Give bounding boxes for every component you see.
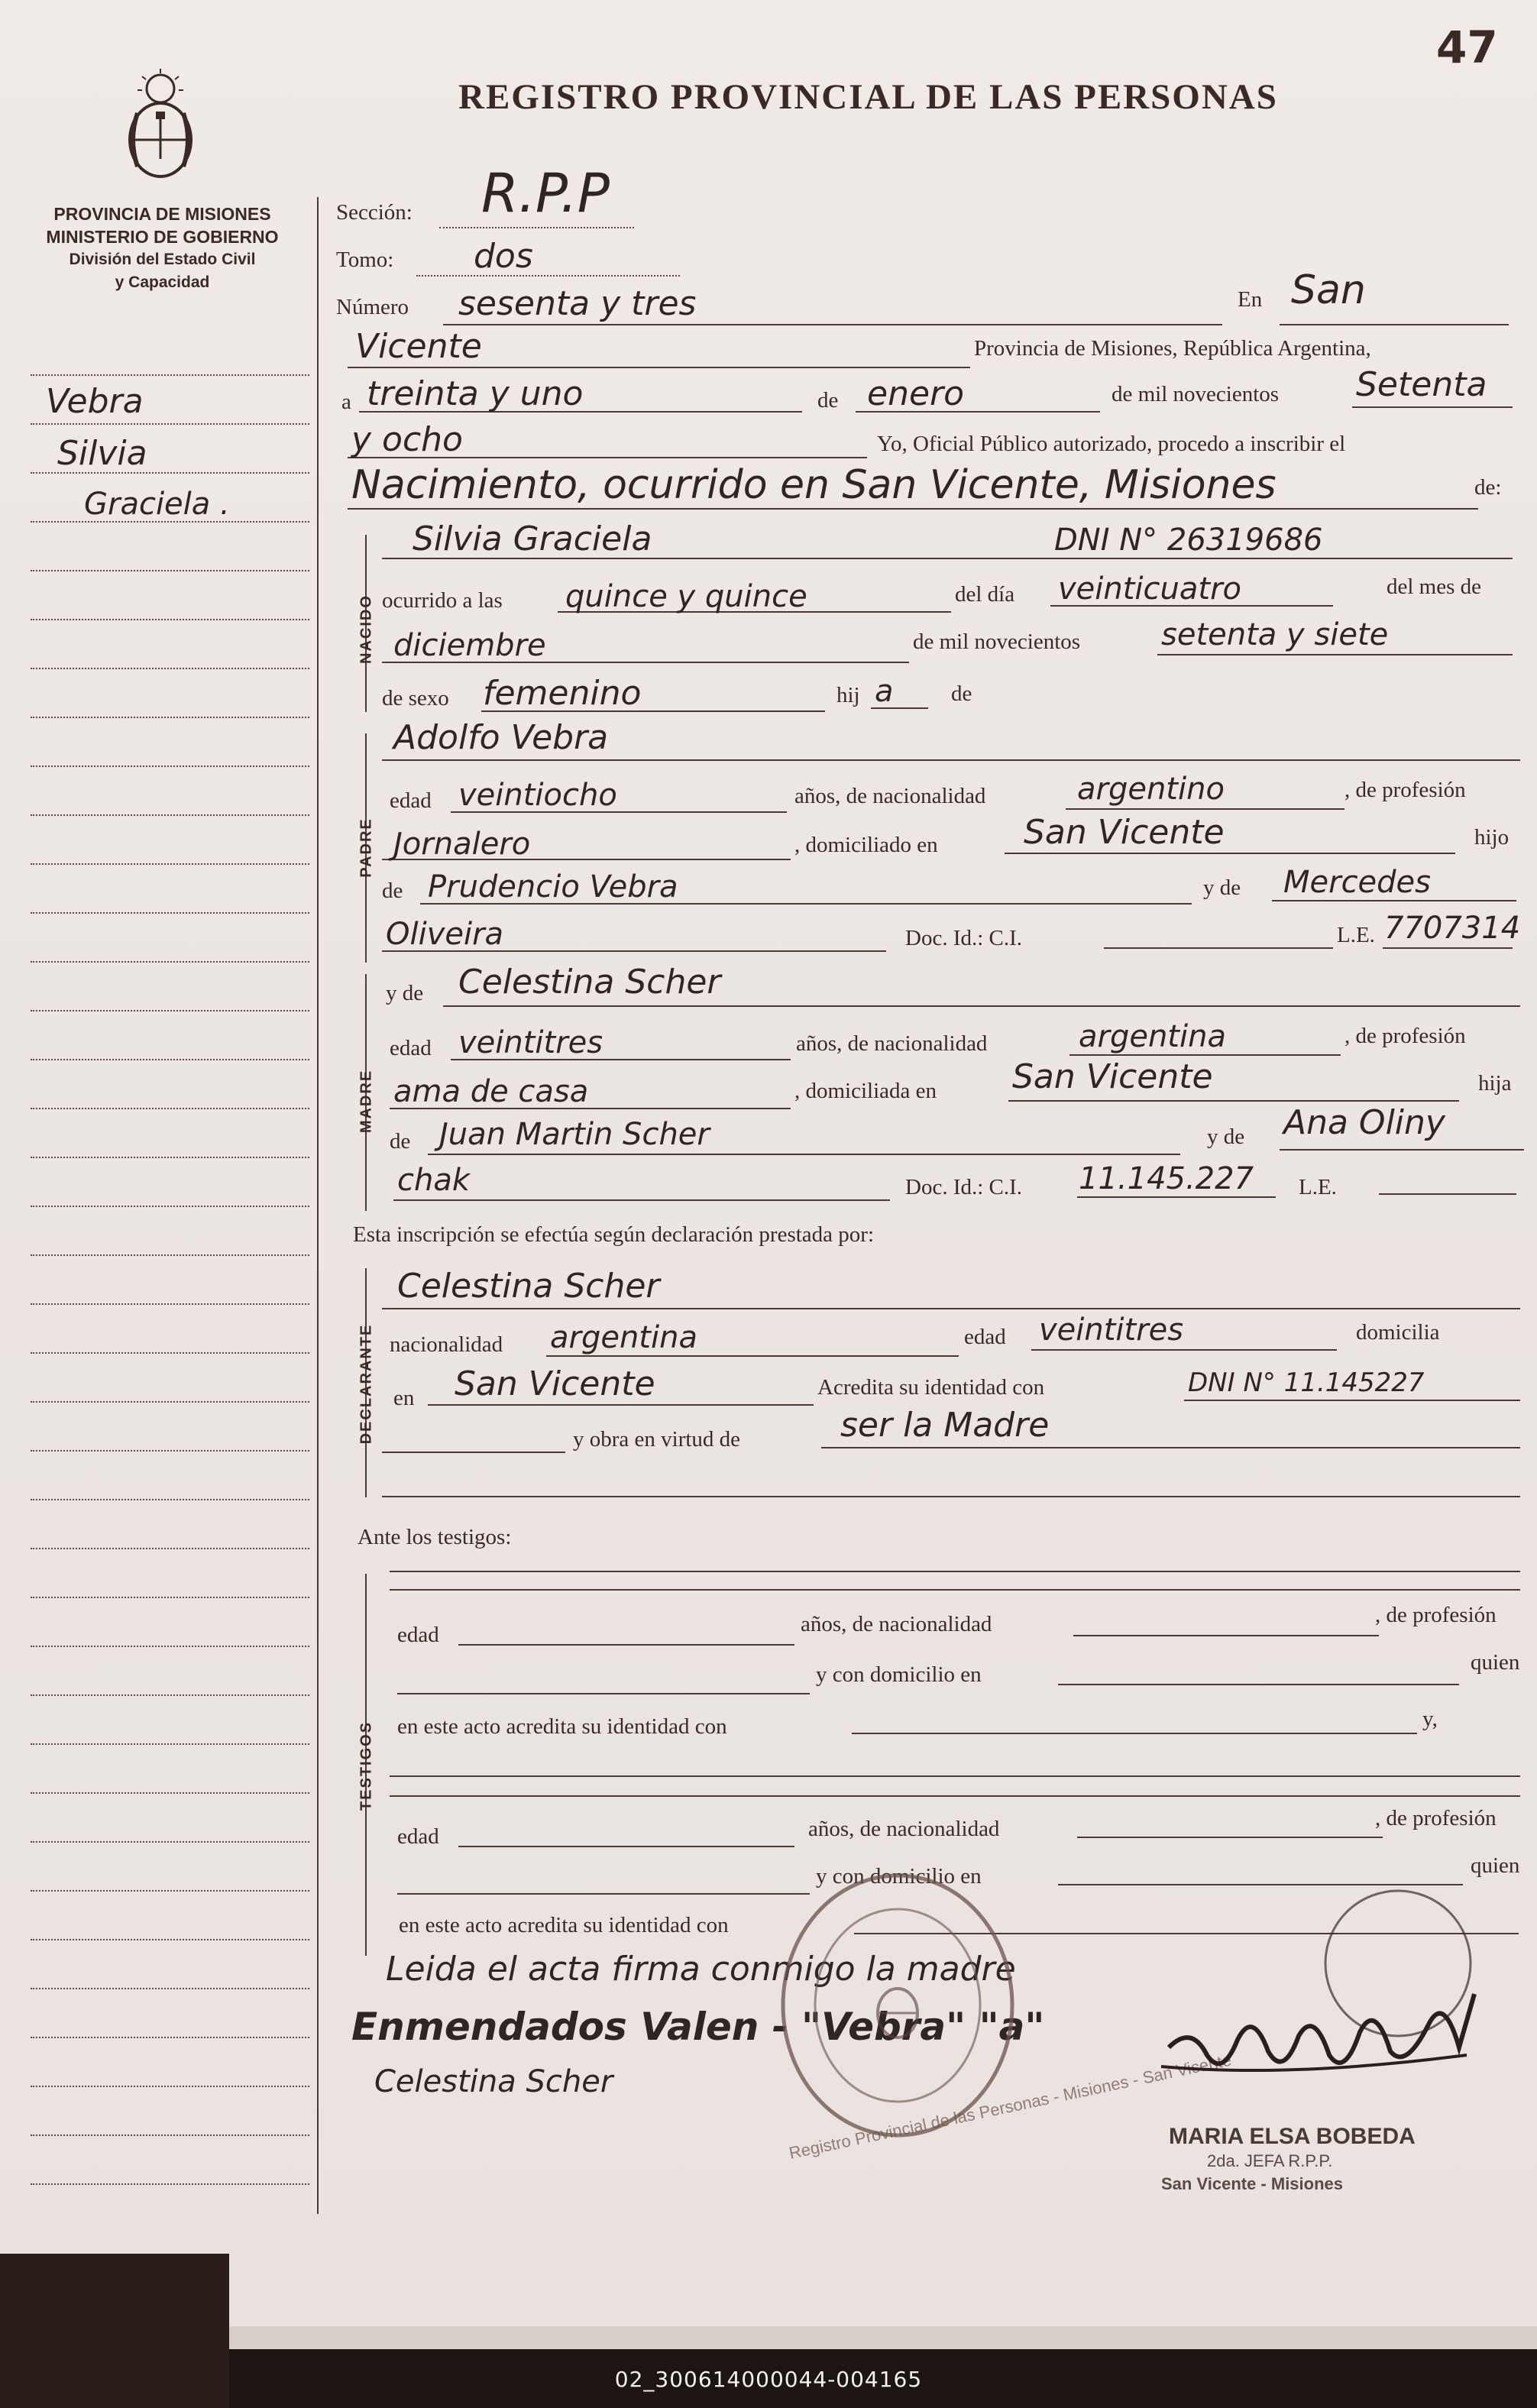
sexo-value: femenino [483,674,642,713]
del-dia-label: del día [955,582,1015,607]
province-line: PROVINCIA DE MISIONES [53,204,271,224]
margin-rule-line [31,912,309,914]
acto-value: Nacimiento, ocurrido en San Vicente, Misiones [351,462,1277,508]
testigo2-edad-label: edad [397,1824,439,1849]
margin-rule-line [31,765,309,767]
testigo1-profesion-label: , de profesión [1375,1603,1497,1627]
madre-edad-value: veintitres [458,1025,603,1060]
testigo1-quien-label: quien [1471,1650,1520,1675]
mil-label: de mil novecientos [1111,382,1280,406]
tomo-label: Tomo: [336,248,394,272]
abuela-materna-apellido: chak [397,1163,471,1198]
padre-doc-label: Doc. Id.: C.I. [905,926,1023,950]
page-edge [229,2326,1537,2349]
margin-rule [317,197,319,2214]
margin-rule-line [31,619,309,620]
mes-value: enero [867,374,965,413]
margin-rule-line [31,1401,309,1403]
madre-anios-label: años, de nacionalidad [796,1031,988,1056]
madre-nombre: Celestina Scher [458,963,721,1002]
testigo1-edad-label: edad [397,1623,439,1647]
margin-second-name: Graciela . [84,487,230,522]
seccion-value: R.P.P [481,162,610,225]
provincia-text: Provincia de Misiones, República Argentina, [974,336,1371,361]
del-mes-label: del mes de [1387,574,1482,599]
margin-rule-line [31,961,309,963]
testigo2-acredita-label: en este acto acredita su identidad con [399,1913,729,1937]
padre-y-de-label: y de [1203,875,1241,900]
padre-section-label: PADRE [358,817,375,878]
mes-nacimiento-value: diciembre [393,628,546,663]
margin-rule-line [31,1548,309,1549]
margin-rule-line [31,863,309,865]
padre-domicilio-value: San Vicente [1024,813,1225,852]
anio-value-2: y ocho [351,420,463,459]
testigos-intro: Ante los testigos: [358,1525,512,1549]
lugar-value: Vicente [355,327,482,366]
margin-rule-line [31,2135,309,2136]
padre-anios-label: años, de nacionalidad [794,784,986,808]
margin-rule-line [31,814,309,816]
ministry-line: MINISTERIO DE GOBIERNO [46,227,279,247]
madre-edad-label: edad [390,1036,432,1060]
margin-rule-line [31,1450,309,1452]
declarante-documento-value: DNI N° 11.145227 [1188,1367,1425,1398]
margin-rule-line [31,1792,309,1794]
declarante-en-label: en [393,1386,415,1410]
leida-note: Leida el acta firma conmigo la madre [386,1950,1016,1989]
padre-domiciliado-label: , domiciliado en [794,833,938,857]
margin-rule-line [31,1499,309,1500]
madre-section-label: MADRE [358,1069,375,1134]
official-name: MARIA ELSA BOBEDA [1169,2124,1416,2149]
margin-rule-line [31,1597,309,1598]
tomo-value: dos [474,237,533,276]
yo-text: Yo, Oficial Público autorizado, procedo a inscribir el [877,432,1346,456]
dia-value: treinta y uno [367,374,584,413]
padre-de-label: de [382,879,403,903]
abuela-paterna: Mercedes [1283,865,1432,900]
declarante-domicilia-label: domicilia [1356,1320,1440,1345]
padre-nombre: Adolfo Vebra [393,718,609,757]
margin-rule-line [31,1646,309,1647]
numero-value: sesenta y tres [458,284,697,323]
testigo2-quien-label: quien [1471,1853,1520,1878]
padre-le-label: L.E. [1337,923,1375,947]
padre-edad-label: edad [390,788,432,813]
abuelo-materno: Juan Martin Scher [439,1117,710,1152]
declarante-section-label: DECLARANTE [358,1323,375,1445]
image-caption: 02_300614000044-004165 [614,2367,923,2392]
nacido-nombre: Silvia Graciela [413,519,652,558]
hij-de-label: de [951,681,972,706]
madre-profesion-label: , de profesión [1344,1024,1466,1048]
testigo2-domicilio-label: y con domicilio en [816,1864,982,1889]
padre-profesion-label: , de profesión [1344,778,1466,802]
testigo2-profesion-label: , de profesión [1375,1806,1497,1830]
margin-rule-line [31,1694,309,1696]
capacity-line: y Capacidad [115,273,210,291]
margin-rule-line [31,570,309,571]
page-number: 47 [1436,21,1498,73]
a-label: a [341,390,351,414]
sexo-label: de sexo [382,686,449,710]
enmendados-note: Enmendados Valen - "Vebra" "a" [351,2005,1045,2049]
anio-value-1: Setenta [1356,365,1487,404]
anio-nacimiento-value: setenta y siete [1161,617,1389,652]
madre-de-label: de [390,1129,411,1154]
madre-y-de2-label: y de [1207,1125,1245,1149]
abuela-paterna-apellido: Oliveira [386,917,504,952]
official-title: 2da. JEFA R.P.P. [1207,2151,1333,2170]
abuelo-paterno: Prudencio Vebra [428,869,678,905]
stamp-text: Registro Provincial de las Personas - Misiones - San Vicente [787,2050,1234,2163]
hij-suffix-value: a [875,674,894,709]
province-header [15,202,309,294]
declarante-domicilio-value: San Vicente [455,1364,655,1403]
margin-rule-line [31,1157,309,1158]
testigo1-anios-label: años, de nacionalidad [801,1612,992,1636]
abuela-materna: Ana Oliny [1283,1103,1445,1142]
margin-rule-line [31,374,309,376]
declaracion-intro: Esta inscripción se efectúa según declaración prestada por: [353,1222,875,1247]
nacido-dni: DNI N° 26319686 [1054,523,1323,558]
padre-nacionalidad-value: argentino [1077,772,1225,807]
margin-rule-line [31,1939,309,1940]
nacido-section-label: NACIDO [358,594,375,664]
margin-rule-line [31,717,309,718]
official-place: San Vicente - Misiones [1161,2174,1344,2193]
padre-edad-value: veintiocho [458,778,617,813]
en-value: San [1291,267,1366,313]
testigo1-domicilio-label: y con domicilio en [816,1662,982,1687]
declarante-edad-label: edad [964,1325,1006,1349]
declarante-edad-value: veintitres [1039,1312,1184,1348]
dia-nacimiento-value: veinticuatro [1058,571,1241,607]
margin-rule-line [31,1988,309,1989]
margin-rule-line [31,668,309,669]
page-title: REGISTRO PROVINCIAL DE LAS PERSONAS [458,77,1278,117]
margin-rule-line [31,2037,309,2038]
declarante-nacionalidad-value: argentina [550,1320,697,1355]
testigo2-anios-label: años, de nacionalidad [808,1817,1000,1841]
madre-profesion-value: ama de casa [393,1074,589,1109]
margin-first-name: Silvia [57,434,147,473]
hij-label: hij [836,683,860,707]
seccion-label: Sección: [336,200,413,225]
madre-hija-label: hija [1478,1071,1512,1096]
margin-rule-line [31,1841,309,1843]
de-label: de [817,388,839,413]
padre-hijo-label: hijo [1474,825,1509,850]
margin-rule-line [31,1303,309,1305]
numero-label: Número [336,295,409,319]
margin-rule-line [31,1108,309,1109]
de-dos-puntos-label: de: [1474,475,1502,500]
margin-surname: Vebra [46,382,144,421]
madre-domicilio-value: San Vicente [1012,1057,1213,1096]
testigos-section-label: TESTIGOS [358,1720,375,1811]
coat-of-arms-icon [115,67,206,182]
official-signature [1138,1872,1520,2124]
en-label: En [1238,287,1263,312]
margin-rule-line [31,1010,309,1011]
madre-y-de-label: y de [386,981,424,1005]
margin-rule-line [31,423,309,425]
madre-doc-label: Doc. Id.: C.I. [905,1175,1023,1199]
madre-nacionalidad-value: argentina [1079,1019,1226,1054]
padre-le-value: 7707314 [1384,911,1521,946]
testigo1-acredita-label: en este acto acredita su identidad con [397,1714,727,1739]
declarante-virtud-value: ser la Madre [840,1406,1050,1445]
margin-rule-line [31,2183,309,2185]
declarante-obra-label: y obra en virtud de [573,1427,741,1452]
declarante-acredita-label: Acredita su identidad con [817,1375,1045,1400]
margin-rule-line [31,1890,309,1892]
declarante-nacionalidad-label: nacionalidad [390,1332,503,1357]
declarante-nombre: Celestina Scher [397,1267,660,1306]
madre-ci-value: 11.145.227 [1079,1161,1254,1196]
padre-profesion-value: Jornalero [393,827,531,862]
hora-value: quince y quince [565,579,807,614]
madre-domiciliada-label: , domiciliada en [794,1079,937,1103]
margin-rule-line [31,1352,309,1354]
madre-le-label: L.E. [1299,1175,1337,1199]
declarante-signature-name: Celestina Scher [374,2064,613,2099]
testigo1-y-label: y, [1422,1707,1438,1731]
ocurrido-label: ocurrido a las [382,588,503,613]
division-line: División del Estado Civil [69,251,256,268]
margin-rule-line [31,1743,309,1745]
margin-rule-line [31,2086,309,2087]
mil-nacimiento-label: de mil novecientos [913,630,1081,654]
margin-rule-line [31,1059,309,1060]
margin-rule-line [31,1254,309,1256]
margin-rule-line [31,1206,309,1207]
